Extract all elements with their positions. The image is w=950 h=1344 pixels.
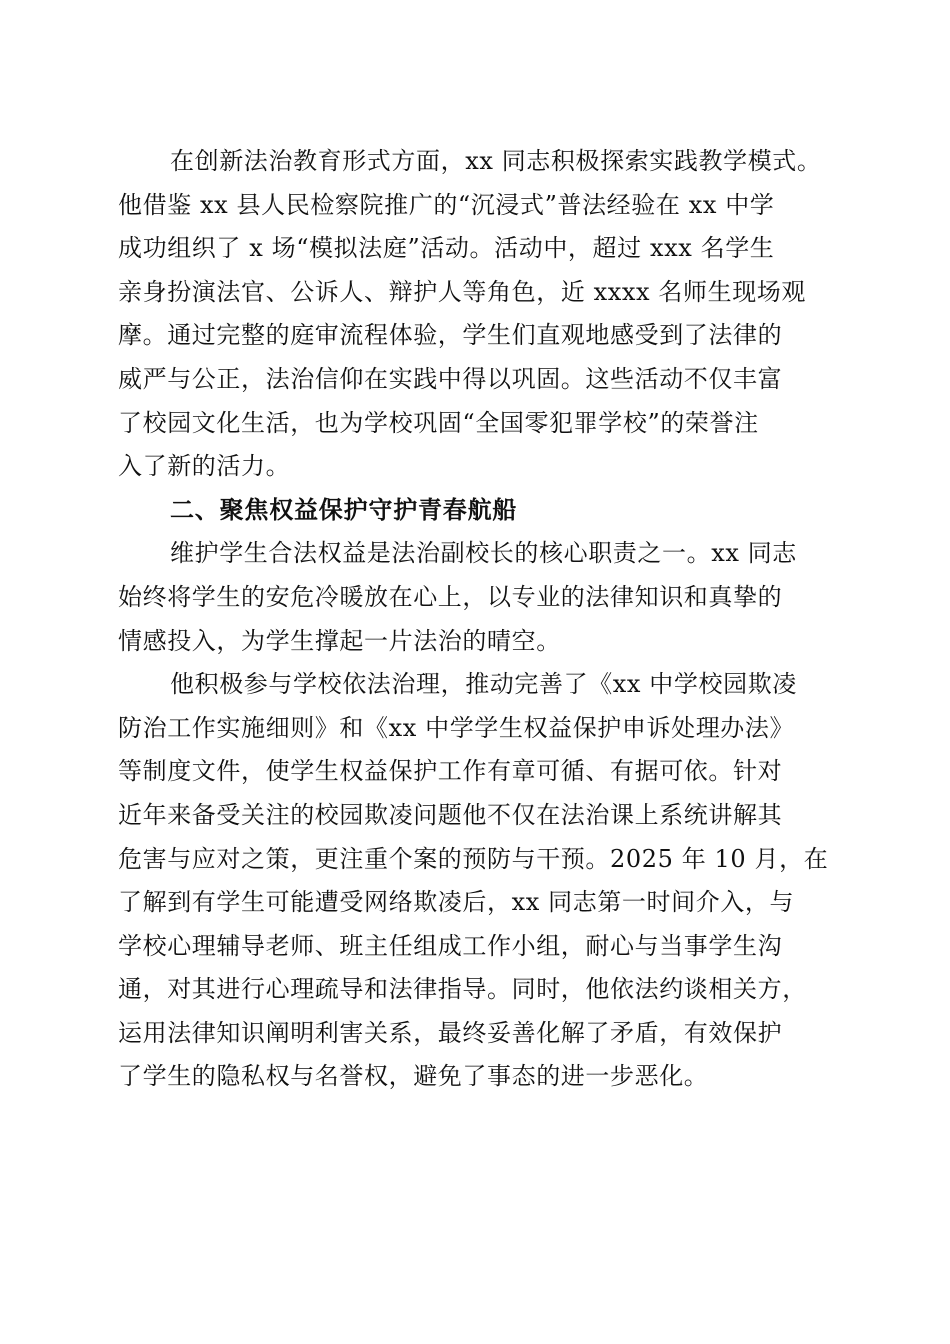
paragraph-line: 等制度文件，使学生权益保护工作有章可循、有据可依。针对 — [118, 757, 783, 786]
paragraph-line: 学校心理辅导老师、班主任组成工作小组，耐心与当事学生沟 — [118, 931, 783, 960]
paragraph-line: 危害与应对之策，更注重个案的预防与干预。2025 年 10 月，在 — [118, 844, 829, 873]
document-body — [118, 140, 838, 1099]
paragraph-line: 入了新的活力。 — [118, 452, 291, 481]
paragraph-line: 情感投入，为学生撑起一片法治的晴空。 — [118, 626, 561, 655]
paragraph-line: 防治工作实施细则》和《xx 中学学生权益保护申诉处理办法》 — [118, 713, 795, 742]
paragraph-line: 威严与公正，法治信仰在实践中得以巩固。这些活动不仅丰富 — [118, 364, 783, 393]
paragraph-line: 维护学生合法权益是法治副校长的核心职责之一。xx 同志 — [170, 539, 797, 568]
paragraph-line: 通，对其进行心理疏导和法律指导。同时，他依法约谈相关方， — [118, 975, 807, 1004]
paragraph-line: 摩。通过完整的庭审流程体验，学生们直观地感受到了法律的 — [118, 321, 783, 350]
paragraph-line: 了校园文化生活，也为学校巩固“全国零犯罪学校”的荣誉注 — [118, 408, 759, 437]
paragraph-line: 他积极参与学校依法治理，推动完善了《xx 中学校园欺凌 — [170, 670, 797, 699]
paragraph-line: 始终将学生的安危冷暖放在心上，以专业的法律知识和真挚的 — [118, 582, 783, 611]
paragraph-line: 近年来备受关注的校园欺凌问题他不仅在法治课上系统讲解其 — [118, 800, 783, 829]
paragraph-line: 在创新法治教育形式方面，xx 同志积极探索实践教学模式。 — [170, 147, 822, 175]
paragraph-line: 运用法律知识阐明利害关系，最终妥善化解了矛盾，有效保护 — [118, 1018, 783, 1047]
section-heading-text: 二、聚焦权益保护守护青春航船 — [170, 495, 518, 524]
paragraph-line: 他借鉴 xx 县人民检察院推广的“沉浸式”普法经验在 xx 中学 — [118, 190, 775, 219]
paragraph-rights-duty — [118, 532, 838, 663]
paragraph-line: 亲身扮演法官、公诉人、辩护人等角色，近 xxxx 名师生现场观 — [118, 277, 806, 306]
paragraph-practice-teaching — [118, 140, 838, 489]
paragraph-school-governance — [118, 663, 838, 1099]
paragraph-line: 了解到有学生可能遭受网络欺凌后，xx 同志第一时间介入，与 — [118, 888, 795, 917]
paragraph-line: 成功组织了 x 场“模拟法庭”活动。活动中，超过 xxx 名学生 — [118, 234, 775, 263]
paragraph-line: 了学生的隐私权与名誉权，避免了事态的进一步恶化。 — [118, 1062, 709, 1091]
section-heading — [118, 489, 838, 533]
